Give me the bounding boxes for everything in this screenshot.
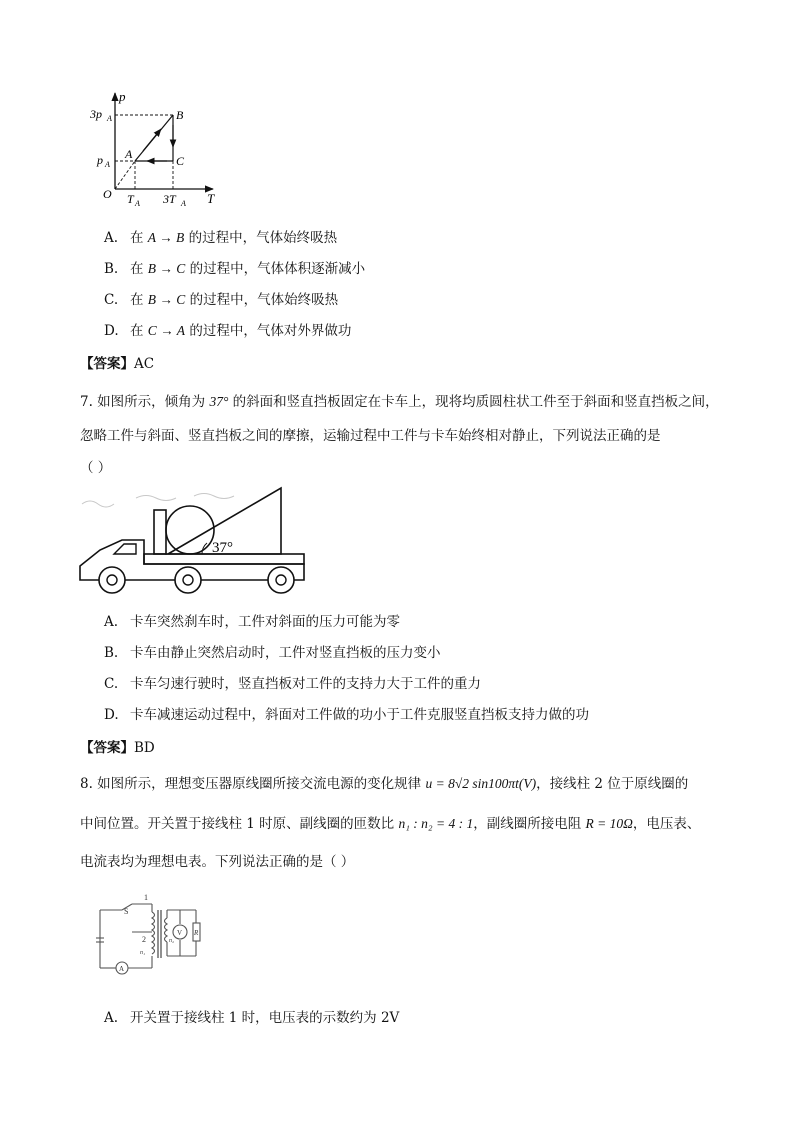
q7-answer: 【答案】BD [80,740,155,756]
truck-figure [76,484,316,606]
label-pa: p [97,153,103,167]
svg-text:A: A [105,160,110,169]
q7-option-c[interactable]: C. 卡车匀速行驶时，竖直挡板对工件的支持力大于工件的重力 [104,676,481,692]
origin-label: O [103,187,112,201]
q7-option-d[interactable]: D. 卡车减速运动过程中，斜面对工件做的功小于工件克服竖直挡板支持力做的功 [104,707,589,723]
svg-text:A: A [107,114,112,123]
q7-stem-line3: （ ） [80,460,112,476]
t-axis-label: T [207,191,215,206]
svg-text:n₁: n₁ [140,950,146,956]
q6-option-c[interactable]: C. 在 B → C 的过程中，气体始终吸热 [104,292,339,308]
label-ta: T [127,192,134,206]
angle-label: 37° [212,540,233,556]
svg-text:A: A [119,965,125,973]
q7-option-b[interactable]: B. 卡车由静止突然启动时，工件对竖直挡板的压力变小 [104,645,441,661]
p-t-graph [85,85,225,210]
q7-stem-line1: 7. 如图所示，倾角为 37° 的斜面和竖直挡板固定在卡车上，现将均质圆柱状工件至于斜面和竖直挡板之间， [80,394,719,410]
q7-option-a[interactable]: A. 卡车突然刹车时，工件对斜面的压力可能为零 [104,614,400,630]
svg-text:V: V [177,929,183,937]
q8-stem-line2: 中间位置。开关置于接线柱 1 时原、副线圈的匝数比 n₁ : n₂ = 4 : 1，副线圈所接电阻 R = 10Ω，电压表、 [80,816,701,832]
wheel [175,567,201,593]
p-axis-label: p [119,89,126,104]
q6-option-a[interactable]: A. 在 A → B 的过程中，气体始终吸热 [104,230,338,246]
label-3ta: 3T [163,192,176,206]
svg-text:S: S [124,907,129,916]
wheel [99,567,125,593]
circuit-figure [94,890,214,978]
q8-stem-line1: 8. 如图所示，理想变压器原线圈所接交流电源的变化规律 u = 8√2 sin100πt(V)，接线柱 2 位于原线圈的 [80,776,689,792]
svg-text:n₂: n₂ [169,938,175,944]
vertical-baffle [154,510,166,554]
cylinder-workpiece [166,506,214,554]
point-b-label: B [176,108,184,122]
point-a-label: A [125,147,133,161]
wheel [268,567,294,593]
q6-option-d[interactable]: D. 在 C → A 的过程中，气体对外界做功 [104,323,352,339]
point-c-label: C [176,154,185,168]
svg-text:2: 2 [142,935,146,944]
svg-text:1: 1 [144,893,148,902]
q6-option-b[interactable]: B. 在 B → C 的过程中，气体体积逐渐减小 [104,261,366,277]
svg-text:A: A [135,199,140,208]
svg-text:R: R [194,929,199,937]
label-3pa: 3p [90,107,102,121]
q6-answer: 【答案】AC [80,356,155,372]
q8-option-a[interactable]: A. 开关置于接线柱 1 时，电压表的示数约为 2V [104,1010,400,1026]
svg-text:A: A [181,199,186,208]
q8-stem-line3: 电流表均为理想电表。下列说法正确的是（ ） [80,854,355,870]
q7-stem-line2: 忽略工件与斜面、竖直挡板之间的摩擦，运输过程中工件与卡车始终相对静止，下列说法正确的是 [80,428,661,444]
